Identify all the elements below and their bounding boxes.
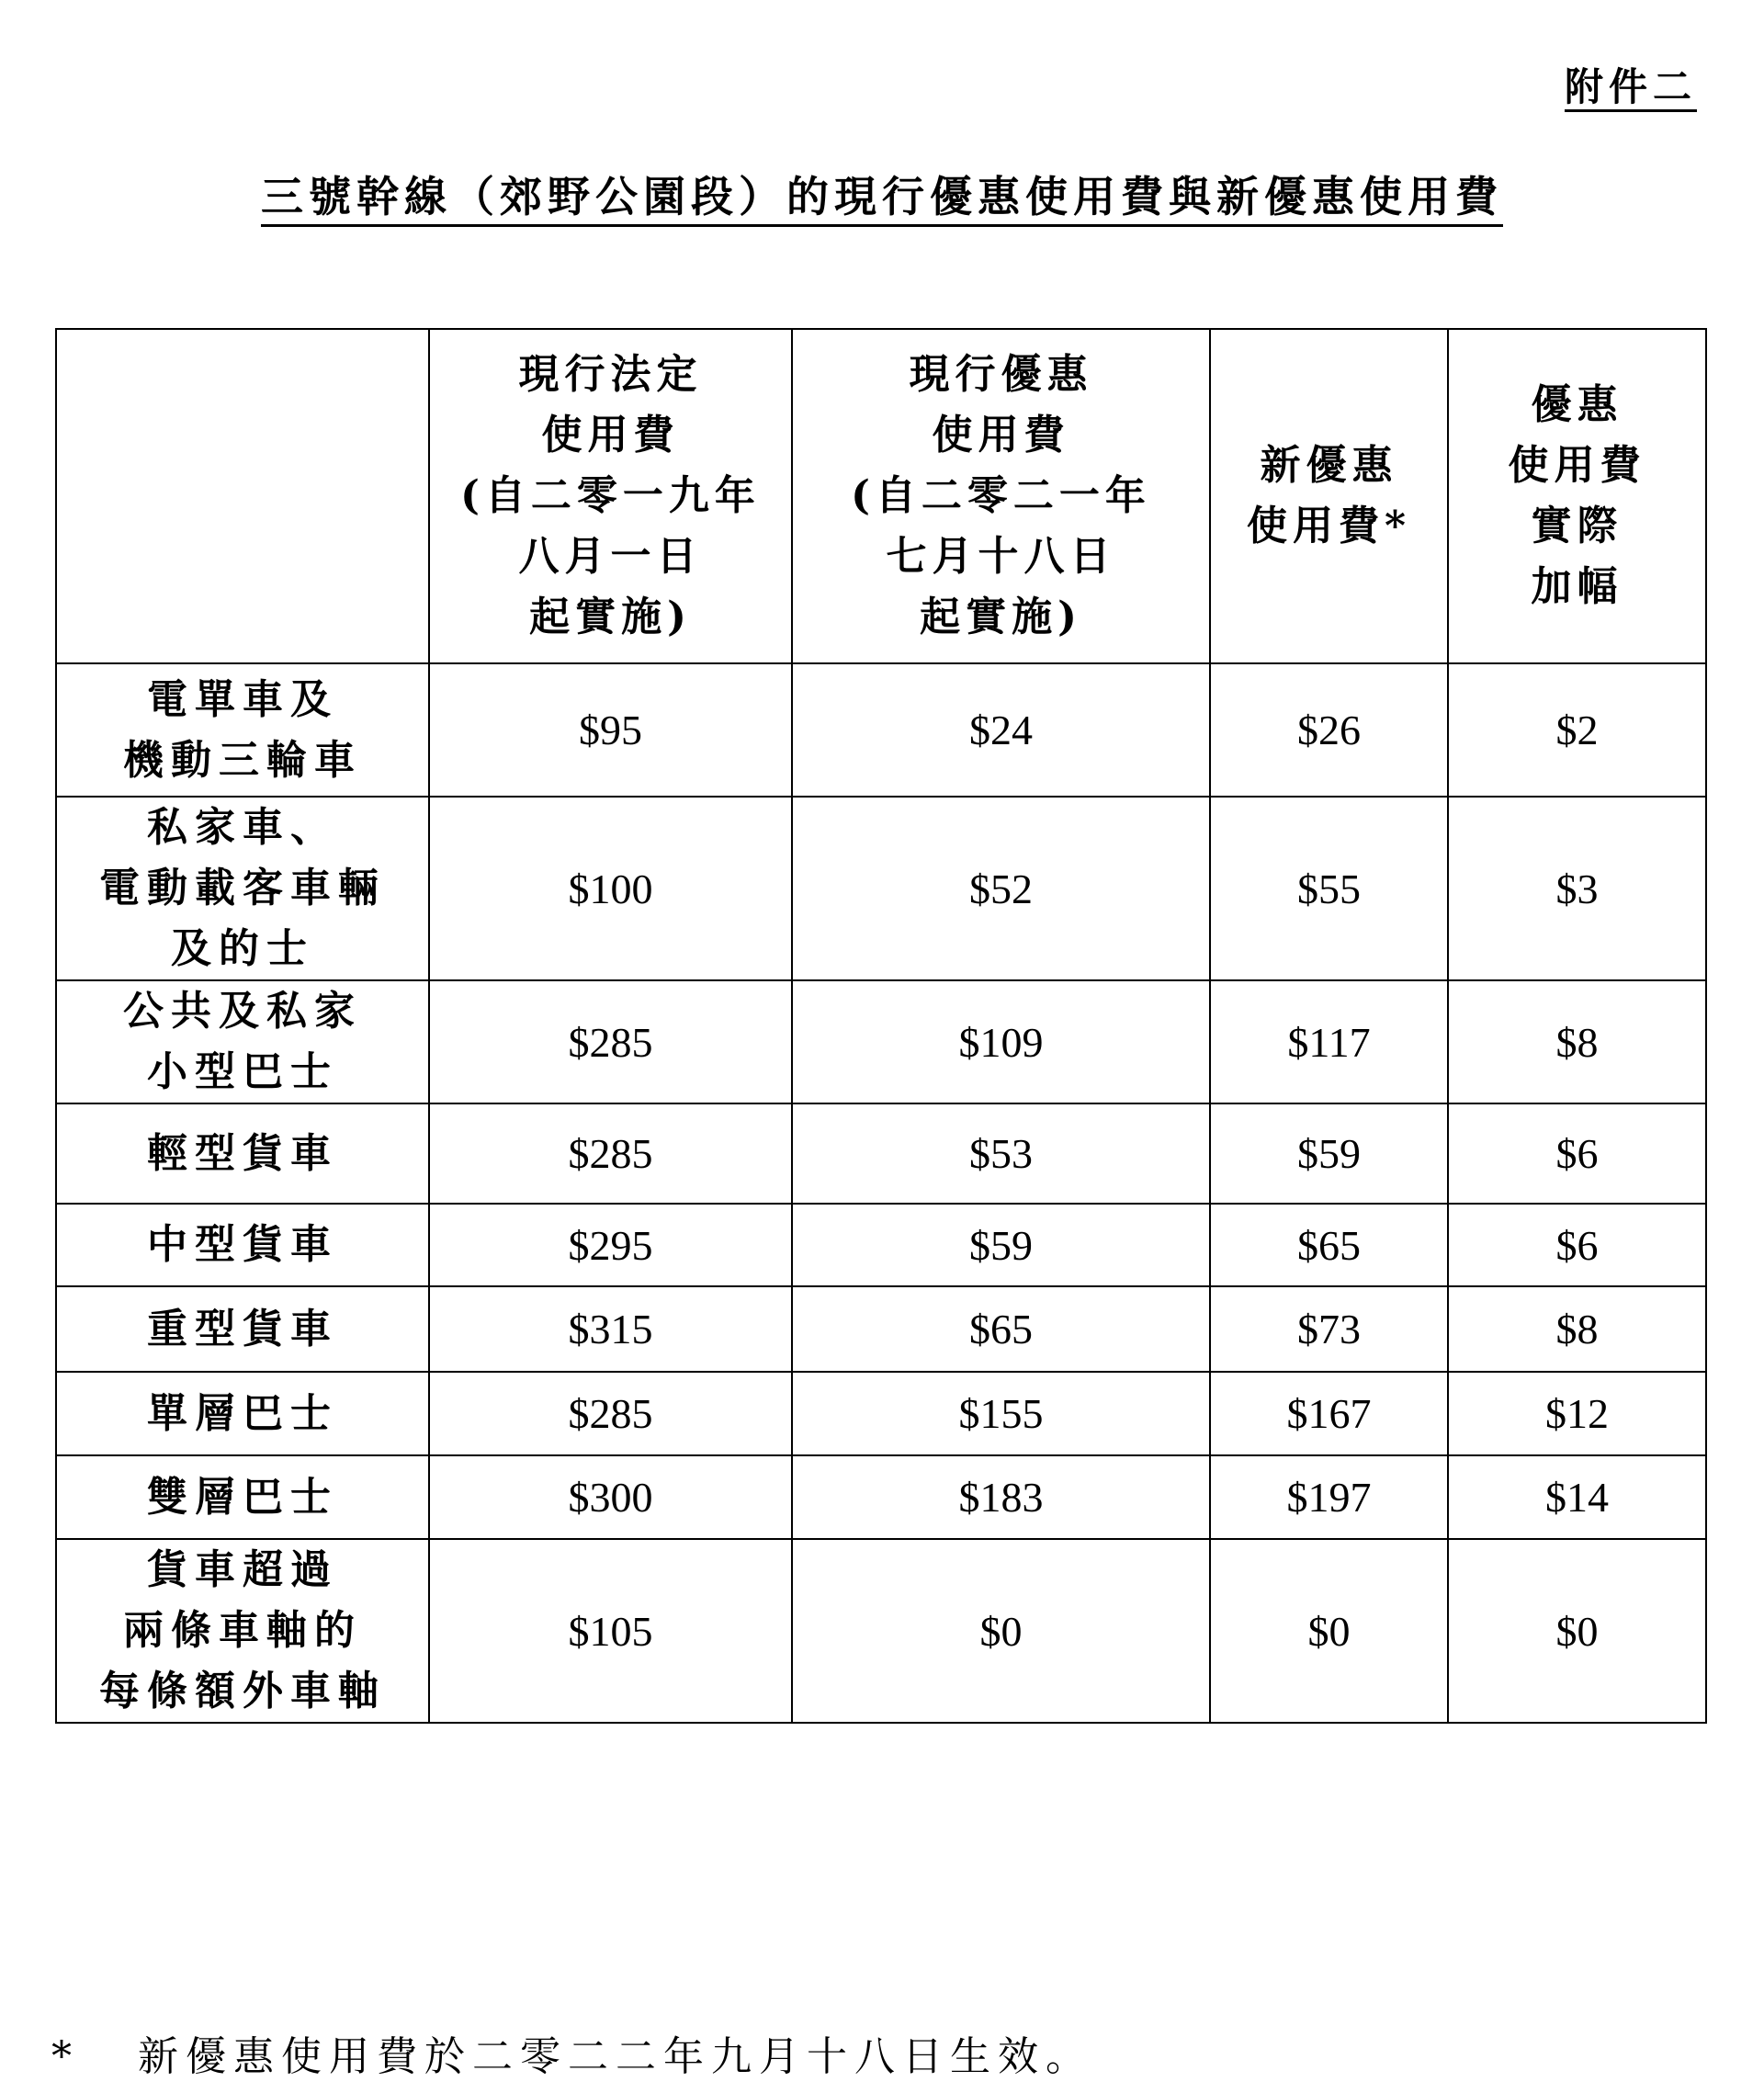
current-concessionary-toll-cell: $183 — [792, 1455, 1210, 1539]
statutory-toll-cell: $105 — [429, 1539, 792, 1723]
actual-increase-cell: $12 — [1448, 1372, 1706, 1455]
header-line: (自二零一九年 — [460, 472, 761, 519]
header-line: 七月十八日 — [886, 533, 1116, 580]
current-concessionary-toll-cell: $53 — [792, 1103, 1210, 1204]
vehicle-type-cell — [56, 663, 429, 797]
header-line: (自二零二一年 — [851, 472, 1151, 519]
table-header-row — [56, 329, 1706, 663]
header-line: 現行法定 — [518, 351, 703, 398]
vehicle-type-cell — [56, 1539, 429, 1723]
header-line: 起實施) — [529, 594, 692, 640]
actual-increase-cell: $0 — [1448, 1539, 1706, 1723]
header-line: 使用費 — [932, 412, 1070, 458]
table-row — [56, 797, 1706, 980]
header-new-concessionary-toll — [1210, 329, 1448, 663]
vehicle-type-cell — [56, 797, 429, 980]
current-concessionary-toll-cell: $0 — [792, 1539, 1210, 1723]
new-concessionary-toll-cell: $65 — [1210, 1204, 1448, 1286]
vehicle-type-line: 貨車超過 — [147, 1546, 338, 1593]
actual-increase-cell: $2 — [1448, 663, 1706, 797]
statutory-toll-cell: $95 — [429, 663, 792, 797]
annex-label: 附件二 — [1564, 64, 1697, 109]
document-title: 三號幹線（郊野公園段）的現行優惠使用費與新優惠使用費 — [261, 172, 1503, 221]
current-concessionary-toll-cell: $109 — [792, 980, 1210, 1103]
table-row — [56, 980, 1706, 1103]
actual-increase-cell: $8 — [1448, 980, 1706, 1103]
current-concessionary-toll-cell: $65 — [792, 1286, 1210, 1372]
actual-increase-cell: $8 — [1448, 1286, 1706, 1372]
header-line: 使用費 — [1508, 442, 1646, 489]
vehicle-type-cell — [56, 1455, 429, 1539]
header-line: 新優惠 — [1260, 442, 1398, 489]
statutory-toll-cell: $300 — [429, 1455, 792, 1539]
table-row — [56, 1286, 1706, 1372]
footnote — [51, 2023, 1093, 2082]
header-current-concessionary-toll — [792, 329, 1210, 663]
current-concessionary-toll-cell: $59 — [792, 1204, 1210, 1286]
header-line: 八月一日 — [518, 533, 703, 580]
header-line: 現行優惠 — [909, 351, 1093, 398]
vehicle-type-line: 兩條車軸的 — [123, 1607, 362, 1654]
table-row — [56, 1204, 1706, 1286]
current-concessionary-toll-cell: $155 — [792, 1372, 1210, 1455]
vehicle-type-line: 及的士 — [171, 925, 314, 972]
new-concessionary-toll-cell: $0 — [1210, 1539, 1448, 1723]
actual-increase-cell: $3 — [1448, 797, 1706, 980]
actual-increase-cell: $6 — [1448, 1204, 1706, 1286]
table-row — [56, 1539, 1706, 1723]
header-line: 起實施) — [920, 594, 1082, 640]
statutory-toll-cell: $285 — [429, 1372, 792, 1455]
vehicle-type-line: 機動三輪車 — [123, 736, 362, 784]
new-concessionary-toll-cell: $73 — [1210, 1286, 1448, 1372]
statutory-toll-cell: $315 — [429, 1286, 792, 1372]
table-body — [56, 663, 1706, 1723]
new-concessionary-toll-cell: $26 — [1210, 663, 1448, 797]
header-statutory-toll — [429, 329, 792, 663]
vehicle-type-line: 重型貨車 — [147, 1305, 338, 1352]
table-row — [56, 663, 1706, 797]
statutory-toll-cell: $100 — [429, 797, 792, 980]
statutory-toll-cell: $295 — [429, 1204, 792, 1286]
vehicle-type-line: 雙層巴士 — [147, 1473, 338, 1521]
vehicle-type-line: 中型貨車 — [147, 1221, 338, 1268]
footnote-mark: * — [51, 2033, 79, 2080]
statutory-toll-cell: $285 — [429, 980, 792, 1103]
new-concessionary-toll-cell: $59 — [1210, 1103, 1448, 1204]
vehicle-type-line: 單層巴士 — [147, 1389, 338, 1437]
actual-increase-cell: $14 — [1448, 1455, 1706, 1539]
vehicle-type-cell — [56, 1204, 429, 1286]
vehicle-type-line: 每條額外車軸 — [99, 1668, 386, 1714]
vehicle-type-line: 小型巴士 — [147, 1048, 338, 1095]
new-concessionary-toll-cell: $117 — [1210, 980, 1448, 1103]
footnote-text: 新優惠使用費於二零二二年九月十八日生效。 — [138, 2033, 1093, 2080]
vehicle-type-cell — [56, 980, 429, 1103]
vehicle-type-line: 電動載客車輛 — [99, 865, 386, 911]
vehicle-type-cell — [56, 1286, 429, 1372]
statutory-toll-cell: $285 — [429, 1103, 792, 1204]
new-concessionary-toll-cell: $197 — [1210, 1455, 1448, 1539]
table-row — [56, 1372, 1706, 1455]
header-line: 使用費* — [1246, 503, 1411, 549]
vehicle-type-line: 私家車、 — [147, 804, 338, 851]
current-concessionary-toll-cell: $24 — [792, 663, 1210, 797]
vehicle-type-cell — [56, 1372, 429, 1455]
header-line: 實際 — [1531, 503, 1623, 549]
table-row — [56, 1455, 1706, 1539]
header-vehicle-type — [56, 329, 429, 663]
header-actual-increase — [1448, 329, 1706, 663]
vehicle-type-line: 輕型貨車 — [147, 1129, 338, 1177]
new-concessionary-toll-cell: $55 — [1210, 797, 1448, 980]
vehicle-type-line: 電單車及 — [147, 675, 338, 723]
vehicle-type-cell — [56, 1103, 429, 1204]
new-concessionary-toll-cell: $167 — [1210, 1372, 1448, 1455]
header-line: 加幅 — [1531, 563, 1623, 610]
header-line: 優惠 — [1531, 381, 1623, 428]
table-row — [56, 1103, 1706, 1204]
vehicle-type-line: 公共及私家 — [123, 988, 362, 1035]
toll-comparison-table — [55, 328, 1707, 1724]
actual-increase-cell: $6 — [1448, 1103, 1706, 1204]
header-line: 使用費 — [541, 412, 680, 458]
current-concessionary-toll-cell: $52 — [792, 797, 1210, 980]
